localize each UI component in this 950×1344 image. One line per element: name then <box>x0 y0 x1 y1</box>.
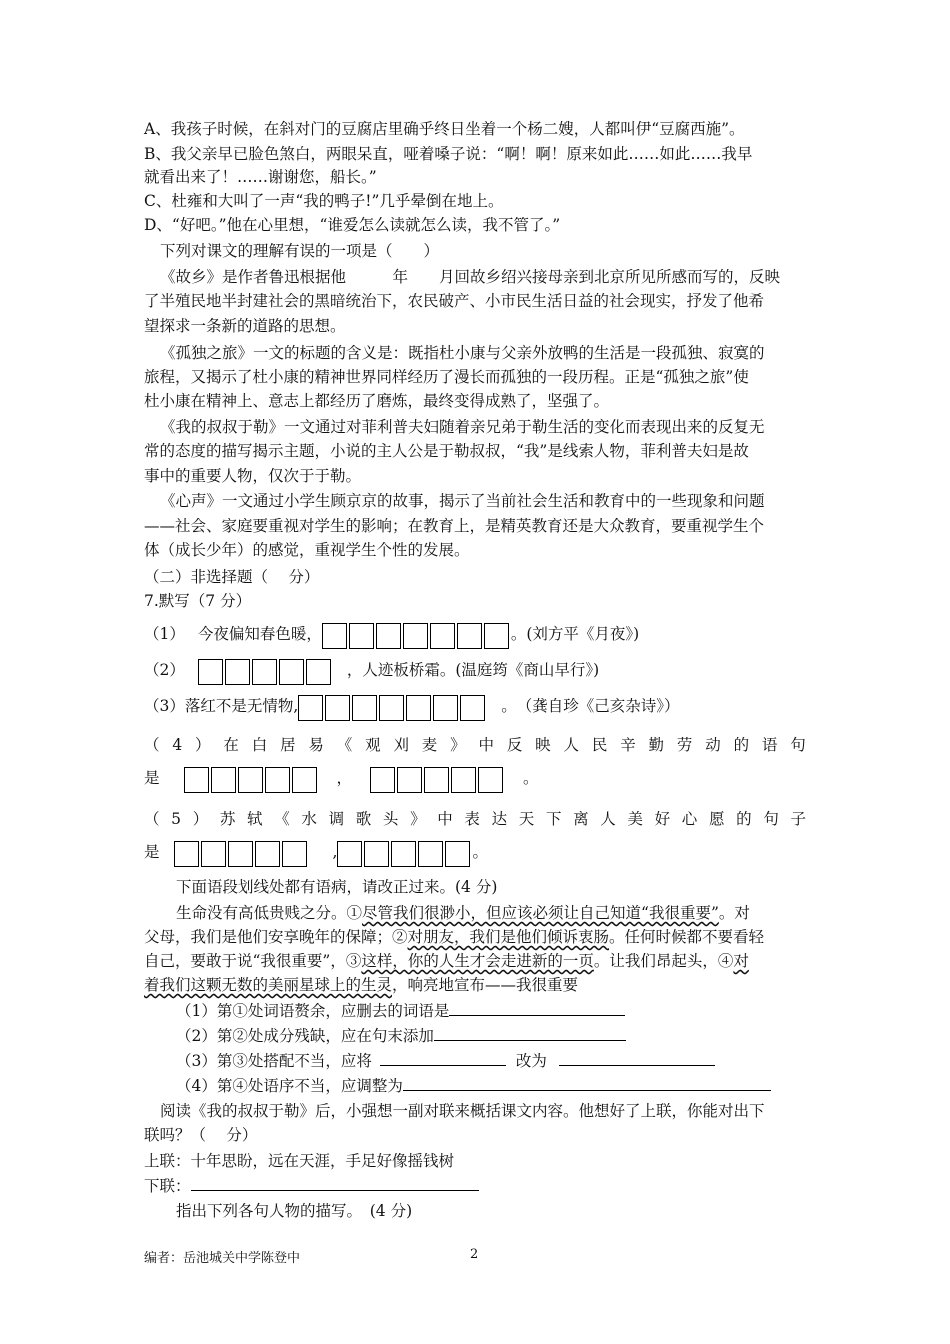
dictation-q4-line1: （ 4 ） 在 白 居 易 《 观 刈 麦 》 中 反 映 人 民 辛 勤 劳 动 的 语 句 <box>144 736 806 754</box>
dictation-title: 7.默写（7 分） <box>144 592 252 610</box>
dictation-q5-prefix: 是 <box>144 843 160 861</box>
dictation-q3-source: 。 （龚自珍《己亥杂诗》） <box>501 697 680 715</box>
answer-boxes-q3[interactable] <box>298 691 487 723</box>
couplet-question-line2: 联吗？（ 分） <box>144 1126 258 1144</box>
faulty-sentence-2: 对朋友，我们是他们倾诉衷肠 <box>407 928 610 946</box>
para1-line3: 望探求一条新的道路的思想。 <box>144 317 346 335</box>
grammar-para-line2: 父母，我们是他们安享晚年的保障；②对朋友，我们是他们倾诉衷肠。任何时候都不要看轻 <box>144 928 765 946</box>
answer-boxes-q5a[interactable] <box>174 837 309 869</box>
grammar-instruction: 下面语段划线处都有语病，请改正过来。(4 分) <box>176 878 498 896</box>
dictation-q5-line2 <box>144 836 488 868</box>
dictation-q1-source: 。(刘方平《月夜》) <box>510 625 640 643</box>
dictation-q1-number: （1） <box>144 625 185 643</box>
option-d: D、“好吧。”他在心里想，“谁爱怎么读就怎么读，我不管了。” <box>144 216 561 234</box>
dictation-q4-comma: ， <box>336 769 353 787</box>
option-a: A、我孩子时候，在斜对门的豆腐店里确乎终日坐着一个杨二嫂，人都叫伊“豆腐西施”。 <box>144 120 745 138</box>
dictation-q3-text: （3）落红不是无情物, <box>144 697 299 715</box>
para2-line1: 《孤独之旅》一文的标题的含义是：既指杜小康与父亲外放鸭的生活是一段孤独、寂寞的 <box>160 344 765 362</box>
dictation-q5-line1: （ 5 ） 苏 轼 《 水 调 歌 头 》 中 表 达 天 下 离 人 美 好 心 愿 的 句 子 <box>144 810 806 828</box>
grammar-q4: （4）第④处语序不当，应调整为 <box>176 1075 771 1097</box>
option-c: C、杜雍和大叫了一声“我的鸭子!”几乎晕倒在地上。 <box>144 192 504 210</box>
character-description-question: 指出下列各句人物的描写。 (4 分) <box>176 1202 413 1220</box>
answer-boxes-q4b[interactable] <box>370 763 505 795</box>
answer-blank-g3b[interactable] <box>559 1051 715 1066</box>
section-2-heading: （二）非选择题（ 分） <box>144 568 320 586</box>
para2-line2: 旅程，又揭示了杜小康的精神世界同样经历了漫长而孤独的一段历程。正是“孤独之旅”使 <box>144 368 749 386</box>
dictation-q2-source: ，人迹板桥霜。(温庭筠《商山早行》) <box>346 661 600 679</box>
grammar-para-line4: 着我们这颗无数的美丽星球上的生灵，响亮地宣布——我很重要 <box>144 976 579 994</box>
answer-blank-couplet[interactable] <box>191 1176 479 1191</box>
grammar-para-line3: 自己，要敢于说“我很重要”，③这样，你的人生才会走进新的一页。让我们昂起头，④对 <box>144 952 749 970</box>
dictation-q4-prefix: 是 <box>144 769 160 787</box>
para4-line3: 体（成长少年）的感觉，重视学生个性的发展。 <box>144 541 470 559</box>
faulty-sentence-3: 这样，你的人生才会走进新的一页 <box>361 952 594 970</box>
answer-blank-g1[interactable] <box>449 1001 625 1016</box>
couplet-lower: 下联： <box>144 1175 479 1197</box>
grammar-para-line1: 生命没有高低贵贱之分。①尽管我们很渺小，但应该必须让自己知道“我很重要”。对 <box>176 904 750 922</box>
dictation-q5-end: 。 <box>472 843 488 861</box>
answer-blank-g4[interactable] <box>403 1076 771 1091</box>
faulty-sentence-4-start: 对 <box>733 952 749 970</box>
para3-line2: 常的态度的描写揭示主题，小说的主人公是于勒叔叔，“我”是线索人物，菲利普夫妇是故 <box>144 442 749 460</box>
dictation-q2-number: （2） <box>144 661 185 679</box>
dictation-q3 <box>144 690 680 722</box>
para3-line3: 事中的重要人物，仅次于于勒。 <box>144 467 362 485</box>
dictation-q4-end: 。 <box>523 769 539 787</box>
para1-line2: 了半殖民地半封建社会的黑暗统治下，农民破产、小市民生活日益的社会现实，抒发了他希 <box>144 292 765 310</box>
faulty-sentence-1: 尽管我们很渺小，但应该必须让自己知道“我很重要” <box>362 904 719 922</box>
couplet-upper: 上联：十年思盼，远在天涯，手足好像摇钱树 <box>144 1152 455 1170</box>
dictation-q1 <box>144 618 639 650</box>
understanding-question: 下列对课文的理解有误的一项是（ ） <box>160 242 440 260</box>
page-number: 2 <box>470 1247 479 1262</box>
answer-blank-g3a[interactable] <box>380 1051 506 1066</box>
dictation-q1-text: 今夜偏知春色暖， <box>197 625 322 643</box>
footer-author: 编者：岳池城关中学陈登中 <box>144 1251 301 1266</box>
option-b-line1: B、我父亲早已脸色煞白，两眼呆直，哑着嗓子说：“啊！啊！原来如此……如此……我早 <box>144 145 753 163</box>
answer-boxes-q1[interactable] <box>322 619 511 651</box>
couplet-question-line1: 阅读《我的叔叔于勒》后，小强想一副对联来概括课文内容。他想好了上联，你能对出下 <box>160 1102 765 1120</box>
grammar-q1: （1）第①处词语赘余，应删去的词语是 <box>176 1000 625 1022</box>
dictation-q5-comma: , <box>332 843 338 861</box>
para1-line1: 《故乡》是作者鲁迅根据他 年 月回故乡绍兴接母亲到北京所见所感而写的，反映 <box>160 268 781 286</box>
answer-blank-g2[interactable] <box>434 1026 626 1041</box>
para4-line2: ——社会、家庭要重视对学生的影响；在教育上，是精英教育还是大众教育，要重视学生个 <box>144 517 765 535</box>
para3-line1: 《我的叔叔于勒》一文通过对菲利普夫妇随着亲兄弟于勒生活的变化而表现出来的反复无 <box>160 418 765 436</box>
para4-line1: 《心声》一文通过小学生顾京京的故事，揭示了当前社会生活和教育中的一些现象和问题 <box>160 492 765 510</box>
dictation-q2 <box>144 654 599 686</box>
dictation-q4-line2 <box>144 762 539 794</box>
grammar-q2: （2）第②处成分残缺，应在句末添加 <box>176 1025 626 1047</box>
option-b-line2: 就看出来了！……谢谢您，船长。” <box>144 168 377 186</box>
para2-line3: 杜小康在精神上、意志上都经历了磨炼，最终变得成熟了，坚强了。 <box>144 392 610 410</box>
answer-boxes-q5b[interactable] <box>337 837 472 869</box>
grammar-q3: （3）第③处搭配不当，应将 改为 <box>176 1050 715 1072</box>
answer-boxes-q4a[interactable] <box>184 763 319 795</box>
faulty-sentence-4: 着我们这颗无数的美丽星球上的生灵 <box>144 976 393 994</box>
answer-boxes-q2[interactable] <box>198 655 333 687</box>
